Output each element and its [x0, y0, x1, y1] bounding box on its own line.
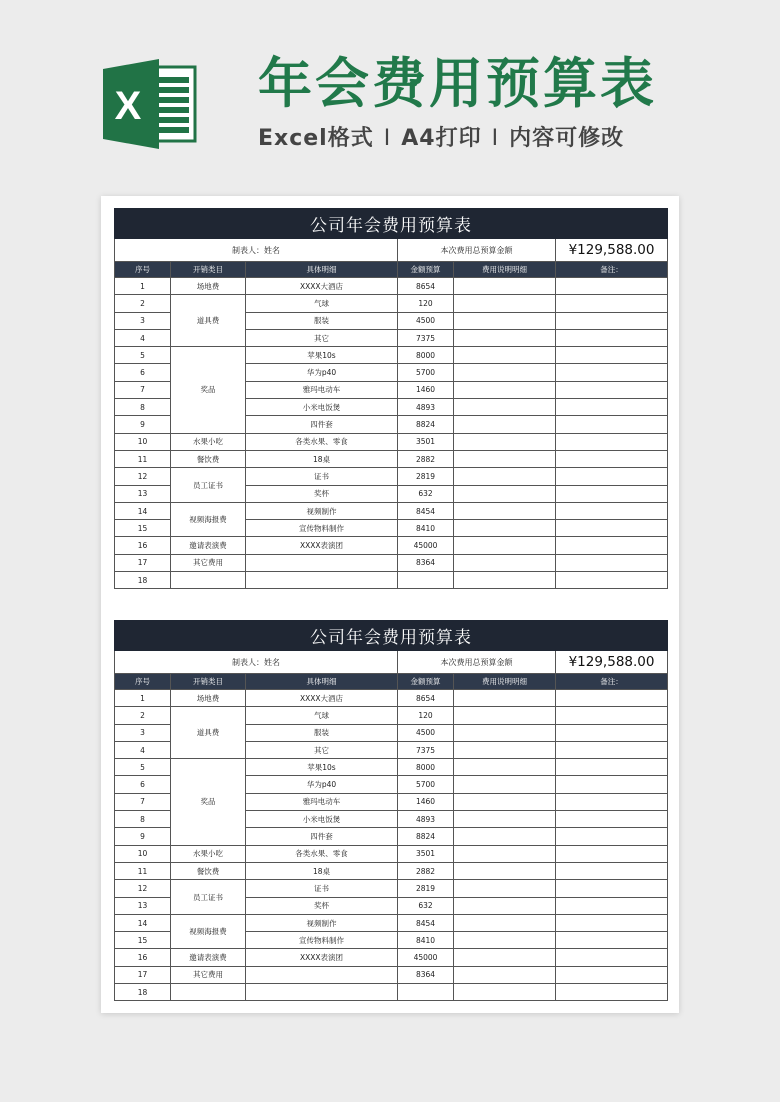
- row-number-cell[interactable]: 11: [115, 450, 171, 467]
- detail-cell[interactable]: XXXX表演团: [246, 949, 398, 966]
- amount-cell[interactable]: 8654: [398, 278, 454, 295]
- banner-subtitle: [258, 124, 624, 154]
- description-cell[interactable]: [454, 897, 556, 914]
- row-number-cell[interactable]: 14: [115, 502, 171, 519]
- table-row: [115, 845, 668, 862]
- amount-cell[interactable]: 45000: [398, 537, 454, 554]
- remarks-cell[interactable]: [556, 329, 668, 346]
- description-cell[interactable]: [454, 450, 556, 467]
- remarks-cell[interactable]: [556, 880, 668, 897]
- detail-cell[interactable]: 18桌: [246, 862, 398, 879]
- amount-cell[interactable]: 8824: [398, 828, 454, 845]
- remarks-cell[interactable]: [556, 949, 668, 966]
- row-number-cell[interactable]: 11: [115, 862, 171, 879]
- sheet-title[interactable]: 公司年会费用预算表: [115, 209, 668, 239]
- description-cell[interactable]: [454, 845, 556, 862]
- category-cell[interactable]: 员工证书: [171, 468, 246, 503]
- row-number-cell[interactable]: 13: [115, 485, 171, 502]
- detail-cell[interactable]: 苹果10s: [246, 347, 398, 364]
- remarks-cell[interactable]: [556, 828, 668, 845]
- row-number-cell[interactable]: 16: [115, 949, 171, 966]
- description-cell[interactable]: [454, 364, 556, 381]
- table-row: [115, 433, 668, 450]
- category-cell[interactable]: 邀请表演费: [171, 949, 246, 966]
- row-number-cell[interactable]: 2: [115, 295, 171, 312]
- amount-cell[interactable]: 8454: [398, 502, 454, 519]
- row-number-cell[interactable]: 3: [115, 312, 171, 329]
- row-number-cell[interactable]: 1: [115, 690, 171, 707]
- col-header-description[interactable]: 费用说明明细: [454, 262, 556, 278]
- detail-cell[interactable]: 气球: [246, 295, 398, 312]
- row-number-cell[interactable]: 18: [115, 984, 171, 1001]
- subtitle-print: A4打印: [401, 126, 482, 151]
- remarks-cell[interactable]: [556, 485, 668, 502]
- detail-cell[interactable]: 其它: [246, 329, 398, 346]
- table-row: [115, 295, 668, 312]
- amount-cell[interactable]: 5700: [398, 364, 454, 381]
- remarks-cell[interactable]: [556, 399, 668, 416]
- remarks-cell[interactable]: [556, 759, 668, 776]
- detail-cell[interactable]: 奖杯: [246, 485, 398, 502]
- category-cell[interactable]: 餐饮费: [171, 450, 246, 467]
- detail-cell[interactable]: 奖杯: [246, 897, 398, 914]
- total-amount-cell[interactable]: ¥129,588.00: [556, 651, 668, 674]
- row-number-cell[interactable]: 15: [115, 932, 171, 949]
- row-number-cell[interactable]: 6: [115, 776, 171, 793]
- detail-cell[interactable]: 苹果10s: [246, 759, 398, 776]
- description-cell[interactable]: [454, 828, 556, 845]
- detail-cell[interactable]: [246, 572, 398, 589]
- detail-cell[interactable]: 华为p40: [246, 776, 398, 793]
- category-cell[interactable]: 水果小吃: [171, 433, 246, 450]
- row-number-cell[interactable]: 10: [115, 845, 171, 862]
- detail-cell[interactable]: 雅玛电动车: [246, 381, 398, 398]
- description-cell[interactable]: [454, 416, 556, 433]
- remarks-cell[interactable]: [556, 966, 668, 983]
- description-cell[interactable]: [454, 724, 556, 741]
- remarks-cell[interactable]: [556, 433, 668, 450]
- table-row: [115, 984, 668, 1001]
- category-cell[interactable]: 道具费: [171, 707, 246, 759]
- banner-title: 年会费用预算表: [258, 52, 657, 115]
- category-cell[interactable]: 餐饮费: [171, 862, 246, 879]
- row-number-cell[interactable]: 4: [115, 741, 171, 758]
- detail-cell[interactable]: [246, 554, 398, 571]
- table-row: [115, 450, 668, 467]
- amount-cell[interactable]: 2882: [398, 450, 454, 467]
- description-cell[interactable]: [454, 347, 556, 364]
- description-cell[interactable]: [454, 502, 556, 519]
- detail-cell[interactable]: 宣传物料制作: [246, 932, 398, 949]
- description-cell[interactable]: [454, 759, 556, 776]
- category-cell[interactable]: 员工证书: [171, 880, 246, 915]
- row-number-cell[interactable]: 18: [115, 572, 171, 589]
- category-cell[interactable]: 水果小吃: [171, 845, 246, 862]
- row-number-cell[interactable]: 9: [115, 416, 171, 433]
- amount-cell[interactable]: 120: [398, 707, 454, 724]
- description-cell[interactable]: [454, 984, 556, 1001]
- detail-cell[interactable]: 华为p40: [246, 364, 398, 381]
- row-number-cell[interactable]: 13: [115, 897, 171, 914]
- document-page: [101, 196, 679, 1013]
- amount-cell[interactable]: 1460: [398, 793, 454, 810]
- category-cell[interactable]: 其它费用: [171, 966, 246, 983]
- subtitle-editable: 内容可修改: [509, 126, 625, 151]
- table-row: [115, 914, 668, 931]
- description-cell[interactable]: [454, 932, 556, 949]
- description-cell[interactable]: [454, 381, 556, 398]
- remarks-cell[interactable]: [556, 520, 668, 537]
- col-header-remarks[interactable]: 备注：: [556, 674, 668, 690]
- description-cell[interactable]: [454, 520, 556, 537]
- table-row: [115, 502, 668, 519]
- row-number-cell[interactable]: 6: [115, 364, 171, 381]
- table-row: [115, 554, 668, 571]
- excel-icon: [101, 57, 197, 151]
- promo-banner: [0, 0, 780, 190]
- remarks-cell[interactable]: [556, 845, 668, 862]
- description-cell[interactable]: [454, 793, 556, 810]
- detail-cell[interactable]: 证书: [246, 468, 398, 485]
- row-number-cell[interactable]: 5: [115, 759, 171, 776]
- col-header-no[interactable]: 序号: [115, 674, 171, 690]
- amount-cell[interactable]: 1460: [398, 381, 454, 398]
- detail-cell[interactable]: XXXX大酒店: [246, 690, 398, 707]
- amount-cell[interactable]: 8000: [398, 759, 454, 776]
- row-number-cell[interactable]: 15: [115, 520, 171, 537]
- row-number-cell[interactable]: 14: [115, 914, 171, 931]
- remarks-cell[interactable]: [556, 468, 668, 485]
- amount-cell[interactable]: 8364: [398, 966, 454, 983]
- total-amount-cell[interactable]: ¥129,588.00: [556, 239, 668, 262]
- amount-cell[interactable]: 8824: [398, 416, 454, 433]
- remarks-cell[interactable]: [556, 811, 668, 828]
- row-number-cell[interactable]: 7: [115, 793, 171, 810]
- amount-cell[interactable]: 632: [398, 897, 454, 914]
- detail-cell[interactable]: 服装: [246, 724, 398, 741]
- amount-cell[interactable]: [398, 572, 454, 589]
- col-header-detail[interactable]: 具体明细: [246, 674, 398, 690]
- amount-cell[interactable]: [398, 984, 454, 1001]
- subtitle-separator: I: [383, 126, 392, 151]
- amount-cell[interactable]: 4893: [398, 399, 454, 416]
- amount-cell[interactable]: 8654: [398, 690, 454, 707]
- remarks-cell[interactable]: [556, 450, 668, 467]
- detail-cell[interactable]: 18桌: [246, 450, 398, 467]
- category-cell[interactable]: 其它费用: [171, 554, 246, 571]
- category-cell[interactable]: [171, 572, 246, 589]
- budget-table: [114, 620, 668, 1001]
- row-number-cell[interactable]: 3: [115, 724, 171, 741]
- remarks-cell[interactable]: [556, 897, 668, 914]
- category-cell[interactable]: 视频海报费: [171, 914, 246, 949]
- row-number-cell[interactable]: 17: [115, 966, 171, 983]
- remarks-cell[interactable]: [556, 295, 668, 312]
- amount-cell[interactable]: 2819: [398, 880, 454, 897]
- row-number-cell[interactable]: 1: [115, 278, 171, 295]
- total-label-cell[interactable]: 本次费用总预算金额: [398, 651, 556, 674]
- remarks-cell[interactable]: [556, 537, 668, 554]
- amount-cell[interactable]: 8364: [398, 554, 454, 571]
- remarks-cell[interactable]: [556, 793, 668, 810]
- description-cell[interactable]: [454, 572, 556, 589]
- remarks-cell[interactable]: [556, 554, 668, 571]
- description-cell[interactable]: [454, 707, 556, 724]
- table-row: [115, 880, 668, 897]
- subtitle-separator: I: [491, 126, 500, 151]
- description-cell[interactable]: [454, 776, 556, 793]
- remarks-cell[interactable]: [556, 984, 668, 1001]
- amount-cell[interactable]: 5700: [398, 776, 454, 793]
- budget-sheet-1: [114, 208, 667, 589]
- col-header-remarks[interactable]: 备注：: [556, 262, 668, 278]
- remarks-cell[interactable]: [556, 347, 668, 364]
- row-number-cell[interactable]: 7: [115, 381, 171, 398]
- detail-cell[interactable]: 雅玛电动车: [246, 793, 398, 810]
- remarks-cell[interactable]: [556, 914, 668, 931]
- remarks-cell[interactable]: [556, 690, 668, 707]
- col-header-amount[interactable]: 金额预算: [398, 262, 454, 278]
- budget-sheet-2: [114, 620, 667, 1001]
- description-cell[interactable]: [454, 554, 556, 571]
- detail-cell[interactable]: 视频制作: [246, 502, 398, 519]
- table-row: [115, 862, 668, 879]
- svg-text:X: X: [114, 84, 142, 128]
- description-cell[interactable]: [454, 468, 556, 485]
- description-cell[interactable]: [454, 811, 556, 828]
- row-number-cell[interactable]: 8: [115, 811, 171, 828]
- detail-cell[interactable]: [246, 984, 398, 1001]
- description-cell[interactable]: [454, 741, 556, 758]
- row-number-cell[interactable]: 9: [115, 828, 171, 845]
- remarks-cell[interactable]: [556, 502, 668, 519]
- table-row: [115, 468, 668, 485]
- table-row: [115, 707, 668, 724]
- col-header-category[interactable]: 开销类目: [171, 674, 246, 690]
- row-number-cell[interactable]: 5: [115, 347, 171, 364]
- table-row: [115, 949, 668, 966]
- col-header-no[interactable]: 序号: [115, 262, 171, 278]
- table-row: [115, 537, 668, 554]
- amount-cell[interactable]: 2819: [398, 468, 454, 485]
- category-cell[interactable]: 场地费: [171, 278, 246, 295]
- description-cell[interactable]: [454, 485, 556, 502]
- category-cell[interactable]: 视频海报费: [171, 502, 246, 537]
- amount-cell[interactable]: 632: [398, 485, 454, 502]
- detail-cell[interactable]: 四件套: [246, 416, 398, 433]
- remarks-cell[interactable]: [556, 776, 668, 793]
- amount-cell[interactable]: 8410: [398, 932, 454, 949]
- maker-cell[interactable]: 制表人：姓名: [115, 239, 398, 262]
- category-cell[interactable]: 道具费: [171, 295, 246, 347]
- detail-cell[interactable]: 小米电饭煲: [246, 811, 398, 828]
- description-cell[interactable]: [454, 914, 556, 931]
- description-cell[interactable]: [454, 329, 556, 346]
- amount-cell[interactable]: 8000: [398, 347, 454, 364]
- remarks-cell[interactable]: [556, 724, 668, 741]
- description-cell[interactable]: [454, 278, 556, 295]
- amount-cell[interactable]: 7375: [398, 741, 454, 758]
- description-cell[interactable]: [454, 295, 556, 312]
- amount-cell[interactable]: 3501: [398, 845, 454, 862]
- amount-cell[interactable]: 2882: [398, 862, 454, 879]
- detail-cell[interactable]: 四件套: [246, 828, 398, 845]
- description-cell[interactable]: [454, 399, 556, 416]
- category-cell[interactable]: 邀请表演费: [171, 537, 246, 554]
- amount-cell[interactable]: 7375: [398, 329, 454, 346]
- remarks-cell[interactable]: [556, 707, 668, 724]
- remarks-cell[interactable]: [556, 416, 668, 433]
- remarks-cell[interactable]: [556, 741, 668, 758]
- amount-cell[interactable]: 4893: [398, 811, 454, 828]
- description-cell[interactable]: [454, 433, 556, 450]
- remarks-cell[interactable]: [556, 932, 668, 949]
- detail-cell[interactable]: 小米电饭煲: [246, 399, 398, 416]
- category-cell[interactable]: 奖品: [171, 347, 246, 433]
- detail-cell[interactable]: [246, 966, 398, 983]
- detail-cell[interactable]: 宣传物料制作: [246, 520, 398, 537]
- table-row: [115, 278, 668, 295]
- amount-cell[interactable]: 3501: [398, 433, 454, 450]
- row-number-cell[interactable]: 16: [115, 537, 171, 554]
- remarks-cell[interactable]: [556, 364, 668, 381]
- col-header-detail[interactable]: 具体明细: [246, 262, 398, 278]
- category-cell[interactable]: [171, 984, 246, 1001]
- table-row: [115, 572, 668, 589]
- amount-cell[interactable]: 4500: [398, 724, 454, 741]
- row-number-cell[interactable]: 2: [115, 707, 171, 724]
- description-cell[interactable]: [454, 949, 556, 966]
- detail-cell[interactable]: 证书: [246, 880, 398, 897]
- detail-cell[interactable]: XXXX表演团: [246, 537, 398, 554]
- description-cell[interactable]: [454, 966, 556, 983]
- col-header-category[interactable]: 开销类目: [171, 262, 246, 278]
- sheet-title[interactable]: 公司年会费用预算表: [115, 621, 668, 651]
- row-number-cell[interactable]: 10: [115, 433, 171, 450]
- amount-cell[interactable]: 8454: [398, 914, 454, 931]
- row-number-cell[interactable]: 4: [115, 329, 171, 346]
- col-header-amount[interactable]: 金额预算: [398, 674, 454, 690]
- row-number-cell[interactable]: 12: [115, 468, 171, 485]
- maker-cell[interactable]: 制表人：姓名: [115, 651, 398, 674]
- row-number-cell[interactable]: 8: [115, 399, 171, 416]
- description-cell[interactable]: [454, 690, 556, 707]
- amount-cell[interactable]: 4500: [398, 312, 454, 329]
- subtitle-format: Excel格式: [258, 126, 374, 151]
- remarks-cell[interactable]: [556, 862, 668, 879]
- detail-cell[interactable]: 其它: [246, 741, 398, 758]
- table-row: [115, 966, 668, 983]
- detail-cell[interactable]: 视频制作: [246, 914, 398, 931]
- amount-cell[interactable]: 8410: [398, 520, 454, 537]
- remarks-cell[interactable]: [556, 312, 668, 329]
- amount-cell[interactable]: 120: [398, 295, 454, 312]
- description-cell[interactable]: [454, 880, 556, 897]
- category-cell[interactable]: 奖品: [171, 759, 246, 845]
- description-cell[interactable]: [454, 537, 556, 554]
- detail-cell[interactable]: 气球: [246, 707, 398, 724]
- detail-cell[interactable]: 各类水果、零食: [246, 845, 398, 862]
- col-header-description[interactable]: 费用说明明细: [454, 674, 556, 690]
- detail-cell[interactable]: XXXX大酒店: [246, 278, 398, 295]
- detail-cell[interactable]: 服装: [246, 312, 398, 329]
- remarks-cell[interactable]: [556, 381, 668, 398]
- remarks-cell[interactable]: [556, 278, 668, 295]
- budget-table: [114, 208, 668, 589]
- row-number-cell[interactable]: 12: [115, 880, 171, 897]
- description-cell[interactable]: [454, 862, 556, 879]
- row-number-cell[interactable]: 17: [115, 554, 171, 571]
- detail-cell[interactable]: 各类水果、零食: [246, 433, 398, 450]
- table-row: [115, 690, 668, 707]
- amount-cell[interactable]: 45000: [398, 949, 454, 966]
- total-label-cell[interactable]: 本次费用总预算金额: [398, 239, 556, 262]
- category-cell[interactable]: 场地费: [171, 690, 246, 707]
- table-row: [115, 347, 668, 364]
- table-row: [115, 759, 668, 776]
- description-cell[interactable]: [454, 312, 556, 329]
- remarks-cell[interactable]: [556, 572, 668, 589]
